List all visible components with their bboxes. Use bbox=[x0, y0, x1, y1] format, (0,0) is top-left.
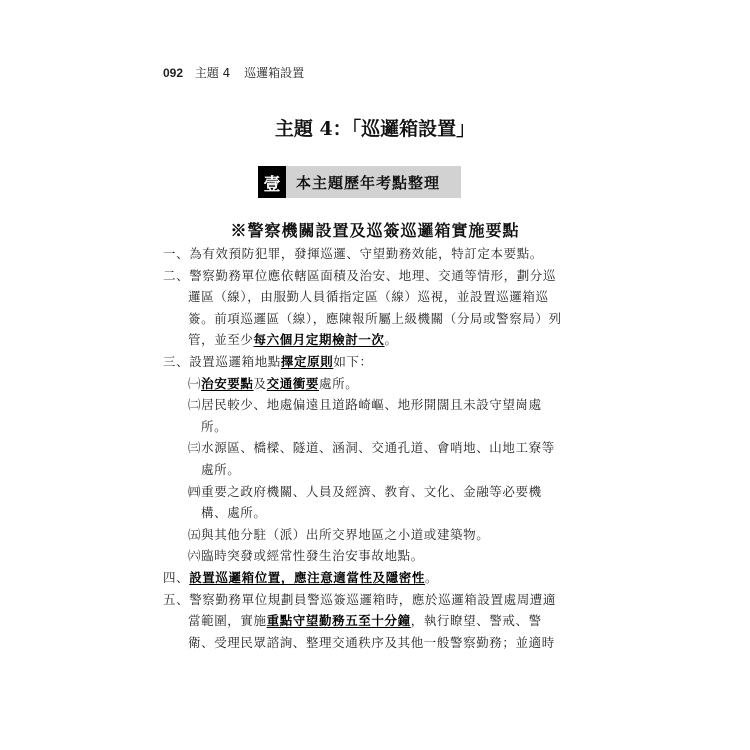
text-segment: 當範圍，實施 bbox=[188, 613, 267, 629]
text-segment: 及 bbox=[253, 375, 267, 391]
text-line bbox=[201, 503, 267, 521]
text-segment: 二、警察勤務單位應依轄區面積及治安、地理、交通等情形，劃分巡 bbox=[163, 267, 557, 283]
text-segment: 五、警察勤務單位規劃員警巡簽巡邏箱時，應於巡邏箱設置處周遭適 bbox=[163, 591, 557, 607]
regulation-title: ※警察機關設置及巡簽巡邏箱實施要點 bbox=[230, 221, 520, 240]
text-segment: 所。 bbox=[201, 418, 228, 434]
key-point: 交通衝要 bbox=[266, 375, 320, 391]
key-point: 每六個月定期檢討一次 bbox=[253, 332, 385, 348]
text-line bbox=[163, 590, 556, 608]
text-line bbox=[188, 330, 398, 348]
text-line bbox=[188, 546, 424, 564]
running-header bbox=[163, 64, 304, 81]
text-line bbox=[188, 374, 358, 392]
text-segment: 。 bbox=[384, 332, 398, 348]
banner-ordinal: 壹 bbox=[258, 166, 286, 198]
text-line bbox=[163, 266, 556, 284]
text-segment: 衛、受理民眾諮詢、整理交通秩序及其他一般警察勤務；並適時 bbox=[188, 634, 555, 650]
key-point: 設置巡邏箱位置，應注意適當性及隱密性 bbox=[189, 570, 426, 585]
text-segment: ，執行瞭望、警戒、警 bbox=[410, 613, 542, 629]
text-line bbox=[188, 287, 549, 305]
text-segment: 構、處所。 bbox=[201, 505, 267, 521]
text-segment: ㈢水源區、橋樑、隧道、涵洞、交通孔道、會哨地、山地工寮等 bbox=[188, 440, 555, 456]
text-segment: 如下： bbox=[333, 354, 373, 369]
text-line bbox=[201, 460, 240, 478]
text-line bbox=[188, 611, 542, 629]
text-line bbox=[188, 309, 562, 327]
text-segment: 處所。 bbox=[319, 375, 359, 391]
section-label: 巡邏箱設置 bbox=[244, 66, 305, 80]
text-segment: 簽。前項巡邏區（線），應陳報所屬上級機關（分局或警察局）列 bbox=[188, 310, 562, 326]
text-segment: 處所。 bbox=[201, 462, 241, 477]
key-point: 治安要點 bbox=[201, 375, 254, 391]
key-point: 擇定原則 bbox=[280, 354, 334, 369]
page-number: 092 bbox=[163, 66, 184, 80]
text-segment: ㈣重要之政府機關、人員及經濟、教育、文化、金融等必要機 bbox=[188, 483, 542, 499]
text-line bbox=[201, 417, 227, 435]
text-segment: 管，並至少 bbox=[188, 332, 254, 348]
banner-text: 本主題歷年考點整理 bbox=[296, 173, 441, 192]
text-segment: 三、設置巡邏箱地點 bbox=[163, 354, 281, 369]
text-line bbox=[163, 352, 373, 370]
key-point: 重點守望勤務五至十分鐘 bbox=[266, 613, 411, 629]
page-title: 主題 4：「巡邏箱設置」 bbox=[274, 118, 476, 140]
text-line bbox=[188, 395, 542, 413]
text-segment: ㈥臨時突發或經常性發生治安事故地點。 bbox=[188, 548, 424, 564]
text-segment: 一、為有效預防犯罪，發揮巡邏、守望勤務效能，特訂定本要點。 bbox=[163, 246, 543, 261]
text-segment: ㈡居民較少、地處偏遠且道路崎嶇、地形開闊且未設守望崗處 bbox=[188, 397, 542, 413]
text-line bbox=[188, 633, 555, 651]
text-segment: ㈠ bbox=[188, 375, 202, 391]
text-line bbox=[163, 244, 543, 262]
section-banner bbox=[258, 166, 461, 198]
text-segment: 邏區（線），由服勤人員循指定區（線）巡視，並設置巡邏箱巡 bbox=[188, 289, 549, 305]
text-segment: ㈤與其他分駐（派）出所交界地區之小道或建築物。 bbox=[188, 526, 490, 542]
text-line bbox=[188, 438, 555, 456]
text-line bbox=[188, 525, 489, 543]
text-segment: 。 bbox=[425, 570, 439, 585]
text-line bbox=[188, 482, 542, 500]
text-segment: 四、 bbox=[163, 570, 190, 585]
chapter-label: 主題 4 bbox=[194, 66, 231, 80]
text-line bbox=[163, 568, 438, 586]
